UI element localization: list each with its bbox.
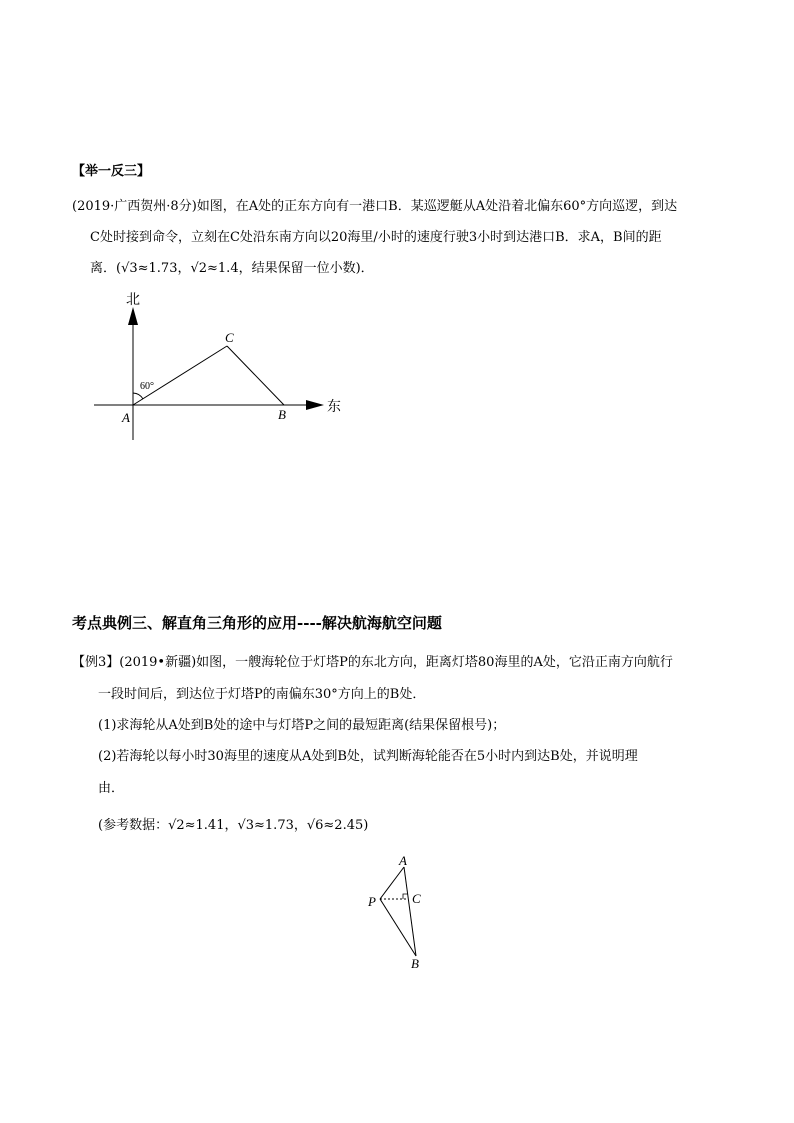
point-p-label: P: [368, 894, 376, 909]
section-title: 考点典例三、解直角三角形的应用----解决航海航空问题: [72, 614, 442, 632]
point-a-label: A: [122, 410, 130, 425]
segment-pb: [380, 899, 416, 956]
problem-line-2: C处时接到命令，立刻在C处沿东南方向以20海里/小时的速度行驶3小时到达港口B．求A，B间的距: [90, 230, 662, 245]
north-label: 北: [126, 293, 140, 308]
angle-label: 60°: [140, 381, 154, 392]
example-line-1: 【例3】(2019•新疆)如图，一艘海轮位于灯塔P的东北方向，距离灯塔80海里的A处，它沿正南方向航行: [72, 655, 673, 670]
point-c-label: C: [225, 330, 234, 345]
example-line-5: 由．: [98, 781, 125, 796]
point-b-label: B: [278, 407, 286, 422]
example-line-2: 一段时间后，到达位于灯塔P的南偏东30°方向上的B处．: [98, 687, 426, 702]
problem-line-1: (2019·广西贺州·8分)如图，在A处的正东方向有一港口B．某巡逻艇从A处沿着北偏东60°方向巡逻，到达: [72, 199, 678, 214]
section-header: 【举一反三】: [72, 164, 151, 179]
example-line-3: (1)求海轮从A处到B处的途中与灯塔P之间的最短距离(结果保留根号)；: [98, 718, 506, 733]
point-a-label: A: [399, 853, 407, 868]
reference-data: (参考数据：√2≈1.41，√3≈1.73，√6≈2.45): [98, 818, 369, 833]
point-b-label: B: [411, 956, 419, 971]
problem-line-3: 离．(√3≈1.73，√2≈1.4，结果保留一位小数)．: [90, 261, 374, 276]
example-line-4: (2)若海轮以每小时30海里的速度从A处到B处，试判断海轮能否在5小时内到达B处，并说明理: [98, 749, 638, 764]
east-label: 东: [327, 400, 341, 415]
segment-ab: [404, 867, 416, 956]
segment-pa: [380, 867, 404, 899]
point-c-label: C: [412, 891, 421, 906]
